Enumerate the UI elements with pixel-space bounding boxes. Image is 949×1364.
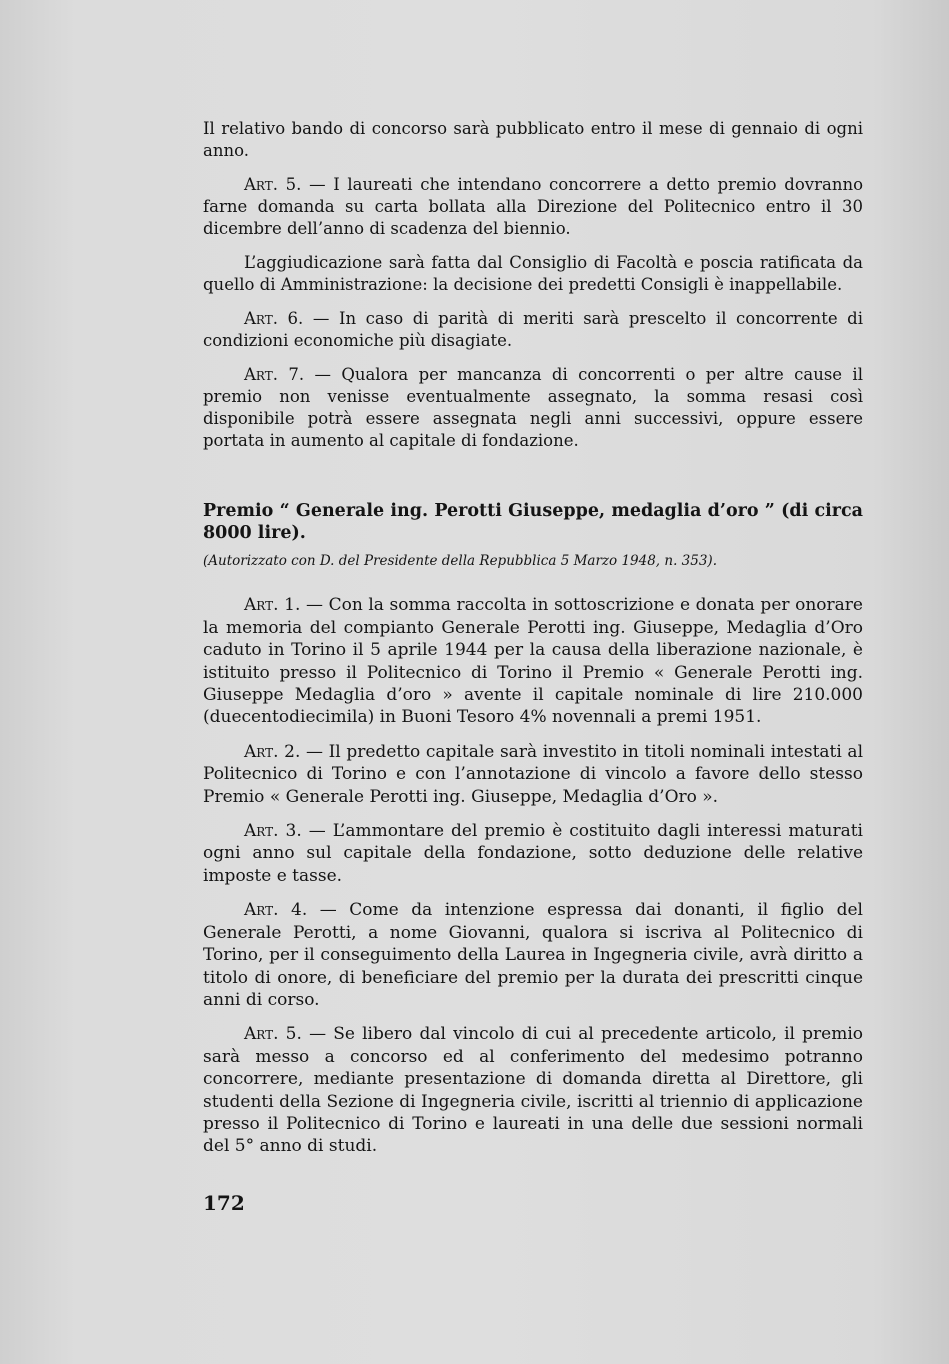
upper-text-block (203, 118, 863, 464)
paragraph-art6 (203, 308, 863, 352)
article-text: — In caso di parità di meriti sarà prescelto il concorrente di condizioni economiche più disagiate. (203, 309, 863, 350)
article-label: Art. 4. (244, 900, 308, 921)
paragraph-art5 (203, 174, 863, 240)
article-text: — Con la somma raccolta in sottoscrizione e donata per onorare la memoria del compianto Generale Perotti ing. Giuseppe, Medaglia d’Oro caduto in Torino il 5 aprile 1944 per la causa della liberazione nazionale, è istituito presso il Politecnico di Torino il Premio « Generale Perotti ing. Giuseppe Medaglia d’oro » avente il capitale nominale di lire 210.000 (duecentodiecimila) in Buoni Tesoro 4% novennali a premi 1951. (203, 595, 863, 728)
article-text: — Come da intenzione espressa dai donanti, il figlio del Generale Perotti, a nome Giovanni, qualora si iscriva al Politecnico di Torino, per il conseguimento della Laurea in Ingegneria civile, avrà diritto a titolo di onore, di beneficiare del premio per la durata dei prescritti cinque anni di corso. (203, 900, 863, 1010)
paragraph-art5b (203, 1023, 863, 1157)
section-heading: Premio “ Generale ing. Perotti Giuseppe, medaglia d’oro ” (di circa 8000 lire). (203, 501, 863, 543)
article-label: Art. 3. (244, 821, 302, 842)
article-label: Art. 7. (244, 365, 305, 384)
article-label: Art. 5. (244, 175, 302, 194)
article-text: — Il predetto capitale sarà investito in titoli nominali intestati al Politecnico di Torino e con l’annotazione di vincolo a favore dello stesso Premio « Generale Perotti ing. Giuseppe, Medaglia d’Oro ». (203, 741, 864, 807)
article-text: — I laureati che intendano concorrere a detto premio dovranno farne domanda su carta bollata alla Direzione del Politecnico entro il 30 dicembre dell’anno di scadenza del biennio. (203, 175, 864, 238)
article-label: Art. 5. (244, 1024, 302, 1045)
page-number: 172 (203, 1191, 245, 1215)
article-text: — L’ammontare del premio è costituito dagli interessi maturati ogni anno sul capitale della fondazione, sotto deduzione delle relative imposte e tasse. (203, 821, 863, 886)
article-label: Art. 6. (244, 309, 304, 328)
paragraph-aggiudicazione: L’aggiudicazione sarà fatta dal Consiglio di Facoltà e poscia ratificata da quello di Amministrazione: la decisione dei predetti Consigli è inappellabile. (203, 253, 863, 294)
paragraph-art4 (203, 899, 863, 1011)
article-label: Art. 1. (244, 595, 301, 616)
article-text: — Se libero dal vincolo di cui al precedente articolo, il premio sarà messo a concorso ed al conferimento del medesimo potranno concorrere, mediante presentazione di domanda diretta al Direttore, gli studenti della Sezione di Ingegneria civile, iscritti al triennio di applicazione presso il Politecnico di Torino e laureati in una delle due sessioni normali del 5° anno di studi. (203, 1024, 863, 1157)
paragraph-bando: Il relativo bando di concorso sarà pubblicato entro il mese di gennaio di ogni anno. (203, 119, 863, 160)
paragraph-art7 (203, 364, 863, 452)
article-label: Art. 2. (244, 741, 301, 762)
paragraph-art3 (203, 820, 863, 887)
paragraph-art2 (203, 741, 863, 808)
article-text: — Qualora per mancanza di concorrenti o per altre cause il premio non venisse eventualmente assegnato, la somma resasi così disponibile potrà essere assegnata negli anni successivi, oppure essere portata in aumento al capitale di fondazione. (203, 365, 863, 450)
paragraph-art1 (203, 594, 863, 728)
premio-text-block (203, 500, 863, 1170)
section-subtitle: (Autorizzato con D. del Presidente della Repubblica 5 Marzo 1948, n. 353). (203, 553, 717, 569)
